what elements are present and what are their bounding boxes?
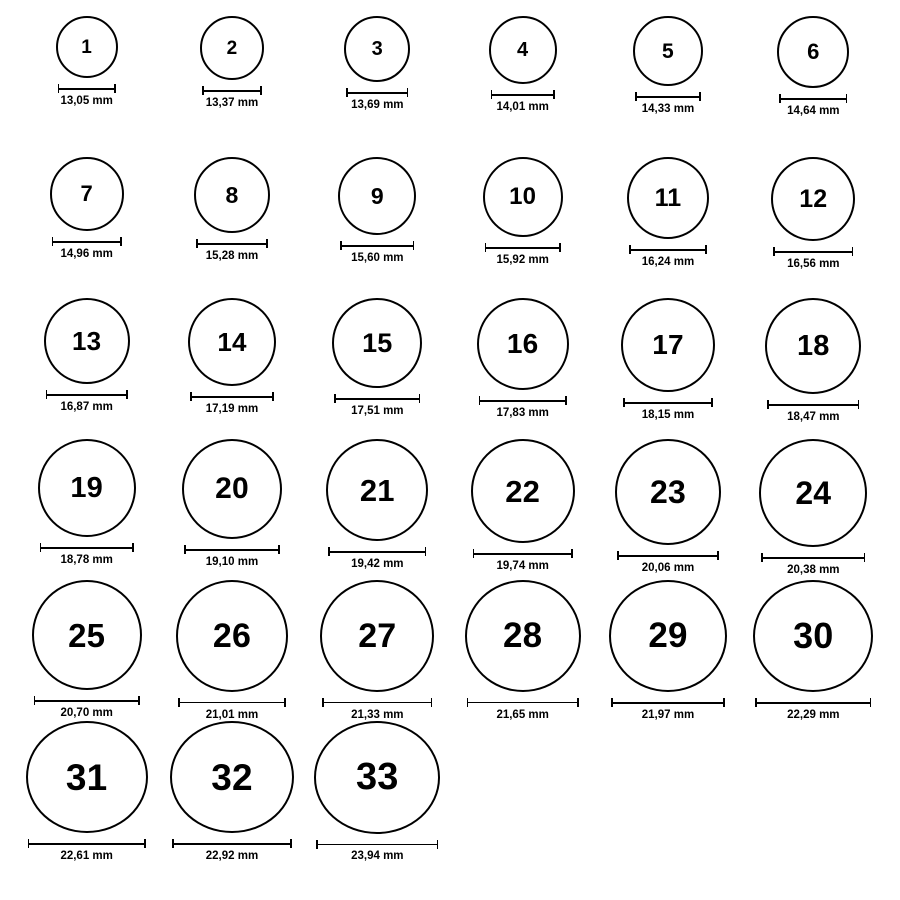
ring-circle bbox=[471, 439, 575, 543]
measure-cap-right bbox=[705, 245, 707, 254]
measure-line bbox=[491, 94, 555, 96]
ring-size-number: 4 bbox=[516, 39, 529, 61]
diameter-label: 20,38 mm bbox=[787, 564, 840, 576]
diameter-measure-bar bbox=[623, 398, 713, 407]
diameter-measure-bar bbox=[629, 245, 707, 254]
ring-size-cell[interactable] bbox=[741, 439, 886, 580]
diameter-measure-bar bbox=[485, 243, 561, 252]
measure-cap-right bbox=[846, 94, 848, 103]
measure-line bbox=[346, 92, 408, 94]
measure-line bbox=[479, 400, 567, 402]
diameter-measure-bar bbox=[617, 551, 719, 560]
measure-line bbox=[28, 843, 146, 845]
diameter-measure-bar bbox=[328, 547, 426, 556]
measure-cap-right bbox=[407, 88, 409, 97]
ring-size-number: 33 bbox=[355, 756, 399, 799]
measure-line bbox=[46, 394, 128, 396]
ring-size-number: 3 bbox=[371, 38, 383, 60]
ring-size-cell[interactable] bbox=[159, 157, 304, 298]
diameter-label: 14,96 mm bbox=[60, 248, 113, 260]
diameter-label: 21,01 mm bbox=[205, 708, 259, 721]
measure-cap-right bbox=[272, 392, 274, 401]
diameter-label: 22,29 mm bbox=[787, 708, 840, 721]
measure-cap-right bbox=[565, 396, 567, 405]
ring-size-cell[interactable] bbox=[595, 157, 740, 298]
ring-size-number: 28 bbox=[502, 616, 543, 656]
measure-cap-right bbox=[278, 545, 280, 554]
measure-line bbox=[34, 700, 140, 702]
measure-line bbox=[629, 249, 707, 251]
measure-cap-right bbox=[699, 92, 701, 101]
diameter-measure-bar bbox=[479, 396, 567, 405]
diameter-measure-bar bbox=[28, 839, 146, 847]
ring-size-number: 9 bbox=[370, 182, 384, 209]
measure-line bbox=[473, 553, 573, 555]
measure-cap-right bbox=[126, 390, 128, 399]
ring-circle bbox=[32, 580, 142, 690]
diameter-measure-bar bbox=[196, 239, 268, 248]
ring-size-number: 24 bbox=[795, 475, 832, 511]
ring-circle bbox=[44, 298, 130, 384]
ring-size-cell[interactable] bbox=[450, 157, 595, 298]
ring-size-number: 8 bbox=[225, 181, 239, 208]
diameter-measure-bar bbox=[190, 392, 274, 401]
ring-size-cell[interactable] bbox=[450, 580, 595, 721]
diameter-label: 17,51 mm bbox=[351, 405, 404, 417]
diameter-label: 18,15 mm bbox=[641, 409, 695, 421]
ring-size-number: 5 bbox=[662, 39, 674, 63]
ring-size-cell[interactable] bbox=[741, 157, 886, 298]
measure-line bbox=[40, 547, 134, 549]
diameter-label: 23,94 mm bbox=[351, 849, 404, 862]
measure-cap-right bbox=[144, 839, 146, 848]
ring-size-cell[interactable] bbox=[305, 439, 450, 580]
ring-circle bbox=[326, 439, 428, 541]
ring-circle bbox=[320, 580, 434, 692]
diameter-measure-bar bbox=[178, 698, 286, 707]
measure-cap-right bbox=[577, 698, 579, 707]
measure-line bbox=[316, 844, 438, 846]
measure-line bbox=[340, 245, 414, 247]
diameter-label: 16,24 mm bbox=[641, 256, 695, 268]
ring-size-cell[interactable] bbox=[159, 580, 304, 721]
measure-line bbox=[761, 557, 865, 559]
ring-size-cell[interactable] bbox=[741, 580, 886, 721]
ring-size-cell[interactable] bbox=[741, 298, 886, 439]
measure-cap-right bbox=[120, 237, 122, 246]
measure-line bbox=[485, 247, 561, 249]
ring-size-number: 17 bbox=[652, 329, 684, 360]
ring-circle bbox=[314, 721, 440, 834]
measure-cap-right bbox=[138, 696, 140, 705]
measure-line bbox=[328, 551, 426, 553]
diameter-label: 13,37 mm bbox=[205, 97, 259, 109]
measure-line bbox=[196, 243, 268, 245]
diameter-measure-bar bbox=[761, 553, 865, 562]
diameter-measure-bar bbox=[473, 549, 573, 558]
diameter-label: 22,92 mm bbox=[205, 849, 259, 862]
ring-size-cell[interactable] bbox=[450, 298, 595, 439]
diameter-label: 13,69 mm bbox=[351, 99, 404, 111]
ring-size-cell[interactable] bbox=[741, 16, 886, 157]
ring-size-cell[interactable] bbox=[595, 580, 740, 721]
diameter-measure-bar bbox=[316, 840, 438, 848]
measure-line bbox=[755, 702, 871, 704]
diameter-measure-bar bbox=[322, 698, 432, 707]
measure-line bbox=[190, 396, 274, 398]
ring-size-cell[interactable] bbox=[14, 580, 159, 721]
diameter-measure-bar bbox=[467, 698, 579, 707]
measure-line bbox=[184, 549, 280, 551]
measure-cap-right bbox=[858, 400, 860, 409]
ring-circle bbox=[194, 157, 270, 233]
ring-size-cell[interactable] bbox=[14, 157, 159, 298]
ring-circle bbox=[26, 721, 148, 833]
ring-size-cell[interactable] bbox=[305, 298, 450, 439]
ring-circle bbox=[465, 580, 581, 692]
measure-line bbox=[202, 90, 262, 92]
measure-line bbox=[172, 843, 292, 845]
ring-size-cell[interactable] bbox=[14, 16, 159, 157]
diameter-measure-bar bbox=[58, 84, 116, 93]
diameter-label: 21,33 mm bbox=[351, 708, 404, 721]
ring-size-cell[interactable] bbox=[450, 16, 595, 157]
measure-line bbox=[322, 702, 432, 704]
diameter-measure-bar bbox=[346, 88, 408, 97]
ring-size-cell[interactable] bbox=[14, 721, 159, 862]
ring-circle bbox=[477, 298, 569, 390]
diameter-label: 20,70 mm bbox=[60, 707, 113, 719]
ring-size-number: 18 bbox=[796, 329, 830, 362]
diameter-measure-bar bbox=[755, 698, 871, 706]
ring-circle bbox=[615, 439, 721, 545]
diameter-label: 15,60 mm bbox=[351, 252, 404, 264]
diameter-measure-bar bbox=[491, 90, 555, 99]
diameter-measure-bar bbox=[611, 698, 725, 707]
measure-cap-right bbox=[132, 543, 134, 552]
diameter-label: 21,97 mm bbox=[641, 708, 695, 721]
diameter-measure-bar bbox=[40, 543, 134, 552]
ring-size-cell[interactable] bbox=[159, 298, 304, 439]
diameter-label: 17,83 mm bbox=[496, 407, 549, 419]
ring-circle bbox=[759, 439, 867, 547]
ring-circle bbox=[200, 16, 264, 80]
measure-cap-right bbox=[419, 394, 421, 403]
diameter-label: 21,65 mm bbox=[496, 708, 549, 721]
ring-circle bbox=[765, 298, 861, 394]
ring-size-number: 13 bbox=[71, 326, 102, 356]
ring-size-cell[interactable] bbox=[159, 16, 304, 157]
diameter-label: 18,47 mm bbox=[787, 411, 840, 423]
measure-line bbox=[773, 251, 853, 253]
measure-cap-right bbox=[717, 551, 719, 560]
ring-size-number: 1 bbox=[81, 36, 93, 58]
ring-size-number: 12 bbox=[799, 184, 828, 213]
ring-size-number: 29 bbox=[648, 616, 688, 656]
ring-size-cell[interactable] bbox=[159, 439, 304, 580]
diameter-measure-bar bbox=[184, 545, 280, 554]
diameter-measure-bar bbox=[767, 400, 859, 409]
diameter-measure-bar bbox=[172, 839, 292, 847]
diameter-measure-bar bbox=[340, 241, 414, 250]
ring-size-number: 27 bbox=[358, 616, 397, 655]
ring-size-cell[interactable] bbox=[159, 721, 304, 862]
ring-size-number: 23 bbox=[649, 474, 686, 510]
ring-size-number: 16 bbox=[506, 328, 539, 359]
diameter-measure-bar bbox=[334, 394, 420, 403]
ring-size-cell[interactable] bbox=[305, 16, 450, 157]
ring-circle bbox=[338, 157, 416, 235]
ring-circle bbox=[627, 157, 709, 239]
ring-size-number: 6 bbox=[807, 39, 820, 64]
ring-size-number: 22 bbox=[505, 473, 541, 509]
measure-cap-right bbox=[864, 553, 866, 562]
ring-circle bbox=[182, 439, 282, 539]
measure-line bbox=[767, 404, 859, 406]
measure-line bbox=[623, 402, 713, 404]
diameter-label: 16,87 mm bbox=[60, 401, 113, 413]
diameter-label: 18,78 mm bbox=[60, 554, 113, 566]
diameter-label: 16,56 mm bbox=[787, 258, 840, 270]
ring-size-number: 2 bbox=[226, 37, 238, 59]
measure-cap-right bbox=[870, 698, 872, 707]
diameter-measure-bar bbox=[635, 92, 701, 101]
measure-cap-right bbox=[266, 239, 268, 248]
ring-circle bbox=[344, 16, 410, 82]
ring-size-number: 31 bbox=[65, 756, 108, 798]
ring-size-number: 30 bbox=[793, 615, 834, 657]
diameter-label: 14,33 mm bbox=[641, 103, 695, 115]
ring-circle bbox=[777, 16, 849, 88]
ring-circle bbox=[609, 580, 727, 692]
measure-cap-right bbox=[711, 398, 713, 407]
measure-line bbox=[178, 702, 286, 704]
ring-size-cell[interactable] bbox=[595, 16, 740, 157]
diameter-label: 14,01 mm bbox=[496, 101, 549, 113]
ring-size-cell[interactable] bbox=[14, 298, 159, 439]
ring-circle bbox=[621, 298, 715, 392]
diameter-label: 15,28 mm bbox=[205, 250, 259, 262]
measure-cap-right bbox=[413, 241, 415, 250]
measure-line bbox=[617, 555, 719, 557]
ring-circle bbox=[188, 298, 276, 386]
ring-circle bbox=[753, 580, 873, 692]
diameter-label: 19,74 mm bbox=[496, 560, 549, 572]
diameter-label: 22,61 mm bbox=[60, 849, 113, 862]
ring-circle bbox=[170, 721, 294, 833]
ring-size-number: 25 bbox=[68, 616, 106, 654]
measure-line bbox=[58, 88, 116, 90]
ring-circle bbox=[176, 580, 288, 692]
diameter-label: 13,05 mm bbox=[60, 95, 113, 107]
diameter-label: 15,92 mm bbox=[496, 254, 549, 266]
ring-circle bbox=[633, 16, 703, 86]
ring-circle bbox=[483, 157, 563, 237]
ring-size-number: 20 bbox=[215, 472, 249, 505]
measure-cap-right bbox=[260, 86, 262, 95]
ring-size-number: 14 bbox=[217, 327, 247, 357]
diameter-measure-bar bbox=[779, 94, 847, 103]
measure-cap-right bbox=[559, 243, 561, 252]
measure-cap-right bbox=[114, 84, 116, 93]
measure-cap-right bbox=[284, 698, 286, 707]
measure-line bbox=[467, 702, 579, 704]
measure-line bbox=[611, 702, 725, 704]
diameter-measure-bar bbox=[773, 247, 853, 256]
ring-size-number: 10 bbox=[509, 183, 537, 210]
diameter-label: 19,10 mm bbox=[205, 556, 259, 568]
diameter-measure-bar bbox=[202, 86, 262, 95]
measure-cap-right bbox=[290, 839, 292, 848]
ring-size-cell[interactable] bbox=[305, 580, 450, 721]
measure-line bbox=[779, 98, 847, 100]
ring-size-number: 7 bbox=[80, 181, 93, 206]
ring-size-number: 32 bbox=[211, 756, 253, 798]
diameter-label: 20,06 mm bbox=[641, 562, 695, 574]
ring-size-number: 15 bbox=[362, 327, 393, 358]
measure-cap-right bbox=[431, 698, 433, 707]
ring-circle bbox=[489, 16, 557, 84]
measure-line bbox=[334, 398, 420, 400]
measure-cap-right bbox=[437, 840, 439, 849]
ring-size-cell[interactable] bbox=[305, 157, 450, 298]
ring-size-cell[interactable] bbox=[305, 721, 450, 862]
diameter-measure-bar bbox=[46, 390, 128, 399]
ring-circle bbox=[332, 298, 422, 388]
ring-size-cell[interactable] bbox=[595, 298, 740, 439]
ring-circle bbox=[56, 16, 118, 78]
diameter-label: 19,42 mm bbox=[351, 558, 404, 570]
ring-circle bbox=[50, 157, 124, 231]
measure-line bbox=[635, 96, 701, 98]
measure-cap-right bbox=[852, 247, 854, 256]
ring-size-number: 21 bbox=[359, 472, 395, 508]
measure-cap-right bbox=[723, 698, 725, 707]
ring-size-number: 11 bbox=[654, 183, 682, 212]
ring-circle bbox=[38, 439, 136, 537]
ring-size-cell[interactable] bbox=[14, 439, 159, 580]
diameter-label: 14,64 mm bbox=[787, 105, 840, 117]
diameter-measure-bar bbox=[34, 696, 140, 705]
diameter-label: 17,19 mm bbox=[205, 403, 259, 415]
ring-size-cell[interactable] bbox=[450, 439, 595, 580]
ring-size-number: 19 bbox=[70, 471, 103, 504]
measure-cap-right bbox=[553, 90, 555, 99]
diameter-measure-bar bbox=[52, 237, 122, 246]
measure-cap-right bbox=[425, 547, 427, 556]
measure-line bbox=[52, 241, 122, 243]
ring-size-number: 26 bbox=[212, 616, 252, 655]
measure-cap-right bbox=[571, 549, 573, 558]
ring-size-cell[interactable] bbox=[595, 439, 740, 580]
ring-circle bbox=[771, 157, 855, 241]
